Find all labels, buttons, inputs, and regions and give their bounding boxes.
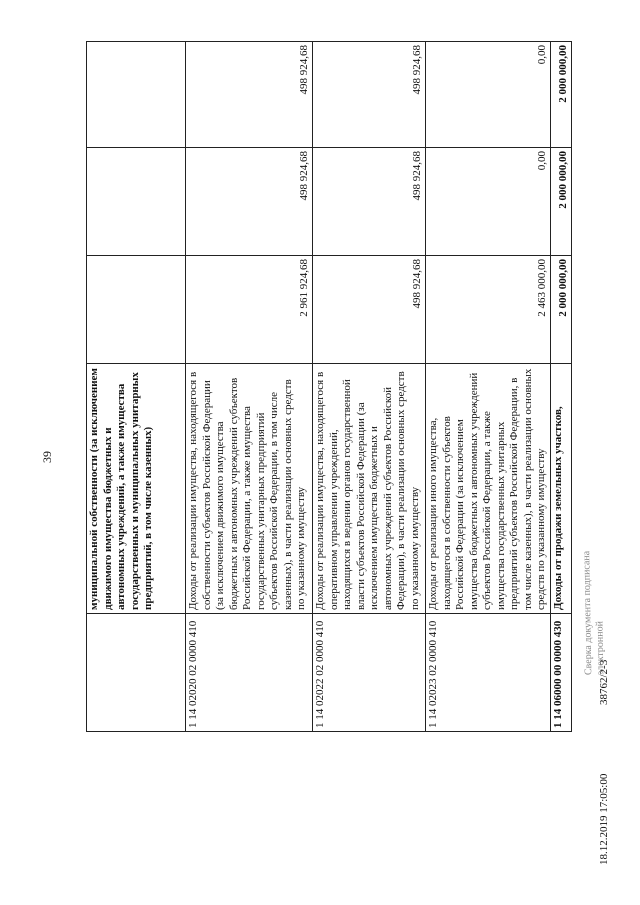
page-number: 39 bbox=[40, 451, 54, 463]
row-value-3: 498 924,68 bbox=[313, 42, 426, 148]
row-code: 1 14 02023 02 0000 410 bbox=[426, 614, 551, 732]
stamp-line: электронной bbox=[594, 620, 607, 675]
row-value-1: 498 924,68 bbox=[313, 256, 426, 364]
row-value-3 bbox=[87, 42, 186, 148]
row-name: Доходы от реализации имущества, находящегося в собственности субъектов Российской Федерации (за исключением движимого имущества бюджетных и автономных учреждений субъектов Российской Федерации, а также имущества государственных унитарных предприятий субъектов Российской Федерации, в том числе казенных), в части реализации основных средств по указанному имуществу bbox=[186, 364, 313, 614]
row-value-3: 0,00 bbox=[426, 42, 551, 148]
row-value-1: 2 463 000,00 bbox=[426, 256, 551, 364]
row-name: Доходы от реализации имущества, находящегося в оперативном управлении учреждений, находящихся в ведении органов государственной власти субъектов Российской Федерации (за исключением имущества бюджетных и автономных учреждений субъектов Российской Федерации), в части реализации основных средств по указанному имуществу bbox=[313, 364, 426, 614]
row-code: 1 14 06000 00 0000 430 bbox=[551, 614, 572, 732]
table-row bbox=[551, 42, 572, 732]
row-code: 1 14 02022 02 0000 410 bbox=[313, 614, 426, 732]
revenue-table bbox=[86, 41, 572, 732]
table-row bbox=[426, 42, 551, 732]
row-value-2: 498 924,68 bbox=[186, 148, 313, 256]
row-name: Доходы от реализации иного имущества, находящегося в собственности субъектов Российской Федерации (за исключением имущества бюджетных и автономных учреждений субъектов Российской Федерации, а также имущества государственных унитарных предприятий субъектов Российской Федерации, в том числе казенных), в части реализации основных средств по указанному имуществу bbox=[426, 364, 551, 614]
stamp-line: Сверка документа подписана bbox=[581, 550, 595, 676]
row-name: Доходы от продажи земельных участков, bbox=[551, 364, 572, 614]
row-name: муниципальной собственности (за исключением движимого имущества бюджетных и автономных учреждений, а также имущества государственных и муниципальных унитарных предприятий, в том числе казенных) bbox=[87, 364, 186, 614]
row-value-1: 2 000 000,00 bbox=[551, 256, 572, 364]
row-value-2: 2 000 000,00 bbox=[551, 148, 572, 256]
row-value-1 bbox=[87, 256, 186, 364]
row-value-2: 0,00 bbox=[426, 148, 551, 256]
row-value-2: 498 924,68 bbox=[313, 148, 426, 256]
footer-datetime: 18.12.2019 17:05:00 bbox=[598, 773, 610, 865]
row-value-2 bbox=[87, 148, 186, 256]
table-row bbox=[87, 42, 186, 732]
row-value-3: 2 000 000,00 bbox=[551, 42, 572, 148]
footer-doc-id: 38762/2-3 bbox=[598, 659, 610, 705]
table-row bbox=[186, 42, 313, 732]
row-value-3: 498 924,68 bbox=[186, 42, 313, 148]
row-code: 1 14 02020 02 0000 410 bbox=[186, 614, 313, 732]
row-code bbox=[87, 614, 186, 732]
table-row bbox=[313, 42, 426, 732]
row-value-1: 2 961 924,68 bbox=[186, 256, 313, 364]
signature-stamp bbox=[581, 525, 608, 675]
